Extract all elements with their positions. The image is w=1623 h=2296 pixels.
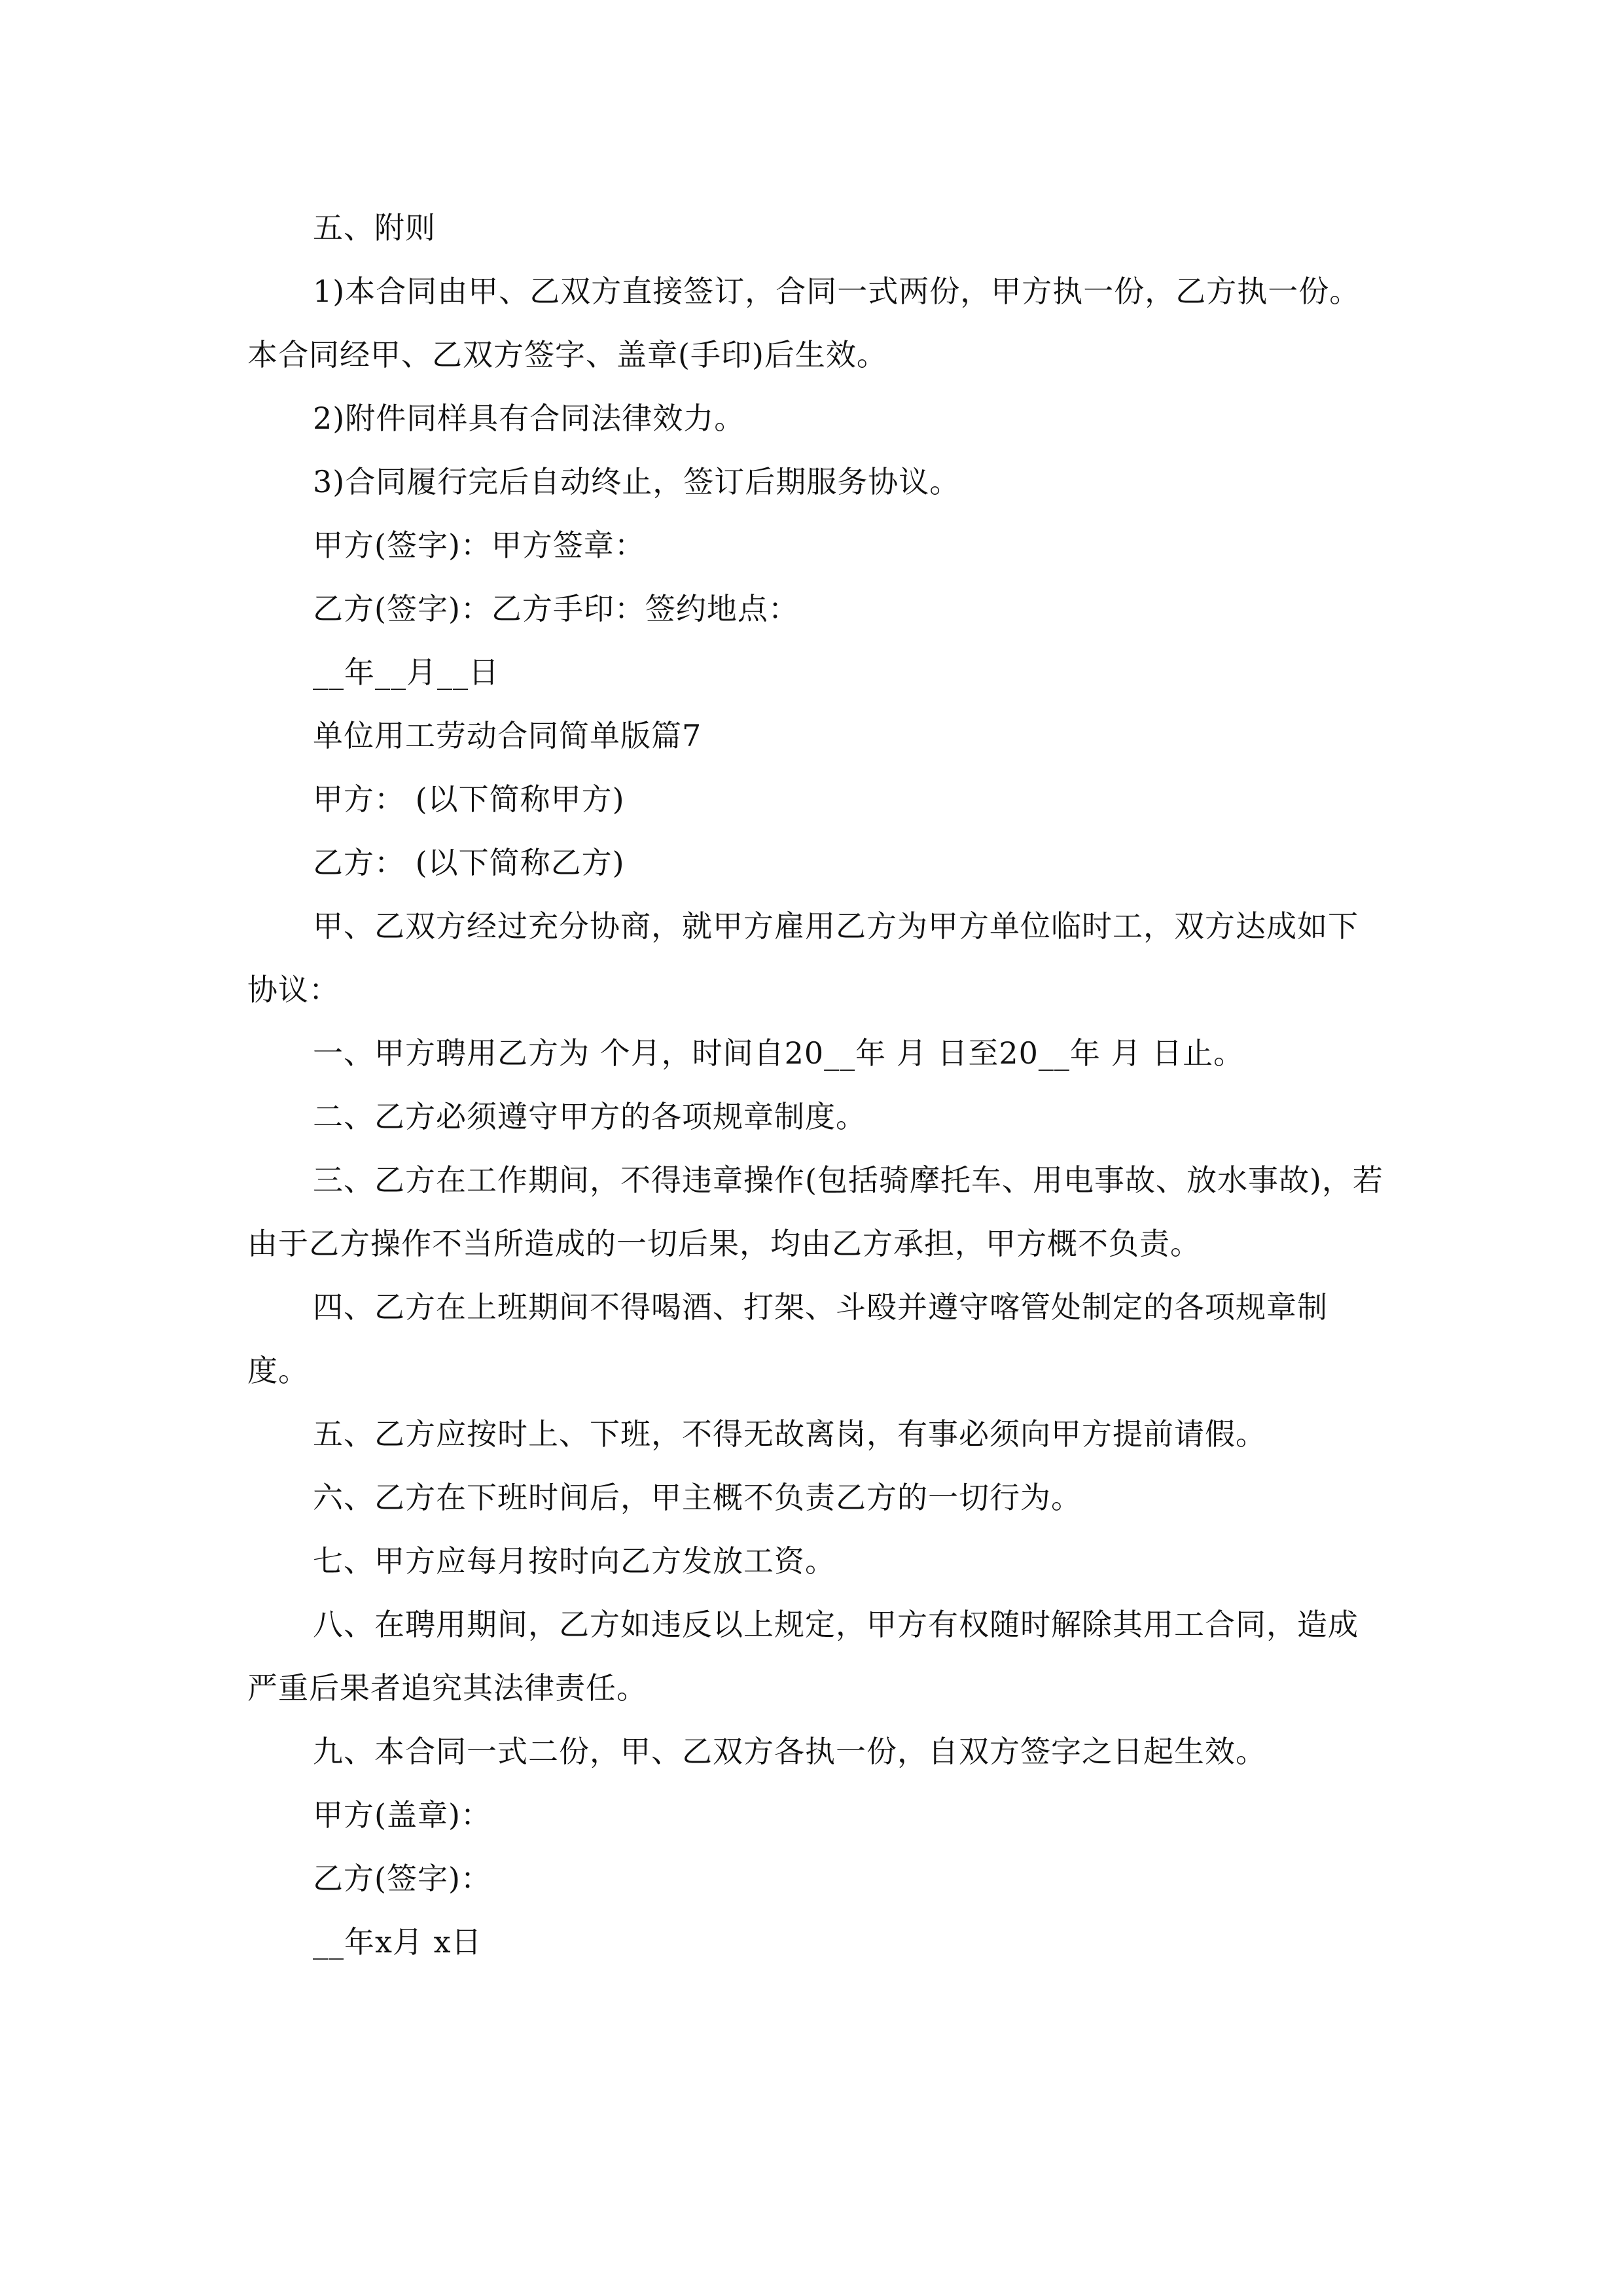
clause-paragraph: 四、乙方在上班期间不得喝酒、打架、斗殴并遵守喀管处制定的各项规章制度。 <box>247 1289 1328 1388</box>
section-heading-appendix: 五、附则 <box>313 210 436 245</box>
clause-paragraph: 二、乙方必须遵守甲方的各项规章制度。 <box>313 1099 866 1134</box>
clause-paragraph: 九、本合同一式二份，甲、乙双方各执一份，自双方签字之日起生效。 <box>313 1734 1266 1769</box>
clause-paragraph: 2)附件同样具有合同法律效力。 <box>313 401 745 436</box>
signature-line-party-a-seal: 甲方(盖章)： <box>313 1797 491 1833</box>
clause-paragraph: 七、甲方应每月按时向乙方发放工资。 <box>313 1543 836 1579</box>
clause-paragraph: 八、在聘用期间，乙方如违反以上规定，甲方有权随时解除其用工合同，造成严重后果者追究其法律责任。 <box>247 1607 1359 1706</box>
clause-paragraph: 三、乙方在工作期间，不得违章操作(包括骑摩托车、用电事故、放水事故)，若由于乙方操作不当所造成的一切后果，均由乙方承担，甲方概不负责。 <box>247 1162 1383 1261</box>
agreement-preamble: 甲、乙双方经过充分协商，就甲方雇用乙方为甲方单位临时工，双方达成如下协议： <box>247 908 1359 1007</box>
clause-paragraph: 一、甲方聘用乙方为 个月，时间自20__年 月 日至20__年 月 日止。 <box>313 1035 1245 1071</box>
clause-paragraph: 1)本合同由甲、乙双方直接签订，合同一式两份，甲方执一份，乙方执一份。本合同经甲、乙双方签字、盖章(手印)后生效。 <box>247 274 1361 372</box>
document-body <box>247 196 1386 1974</box>
date-line: __年__月__日 <box>313 655 499 690</box>
clause-paragraph: 五、乙方应按时上、下班，不得无故离岗，有事必须向甲方提前请假。 <box>313 1416 1266 1452</box>
party-b-line: 乙方： (以下简称乙方) <box>313 845 625 880</box>
signature-line-party-a: 甲方(签字)：甲方签章： <box>313 528 645 563</box>
clause-paragraph: 3)合同履行完后自动终止，签订后期服务协议。 <box>313 464 961 499</box>
signature-line-party-b-sign: 乙方(签字)： <box>313 1861 491 1896</box>
date-line: __年x月 x日 <box>313 1924 482 1960</box>
signature-line-party-b: 乙方(签字)：乙方手印：签约地点： <box>313 591 799 626</box>
party-a-line: 甲方： (以下简称甲方) <box>313 781 625 817</box>
clause-paragraph: 六、乙方在下班时间后，甲主概不负责乙方的一切行为。 <box>313 1480 1082 1515</box>
section-title: 单位用工劳动合同简单版篇7 <box>313 718 702 753</box>
